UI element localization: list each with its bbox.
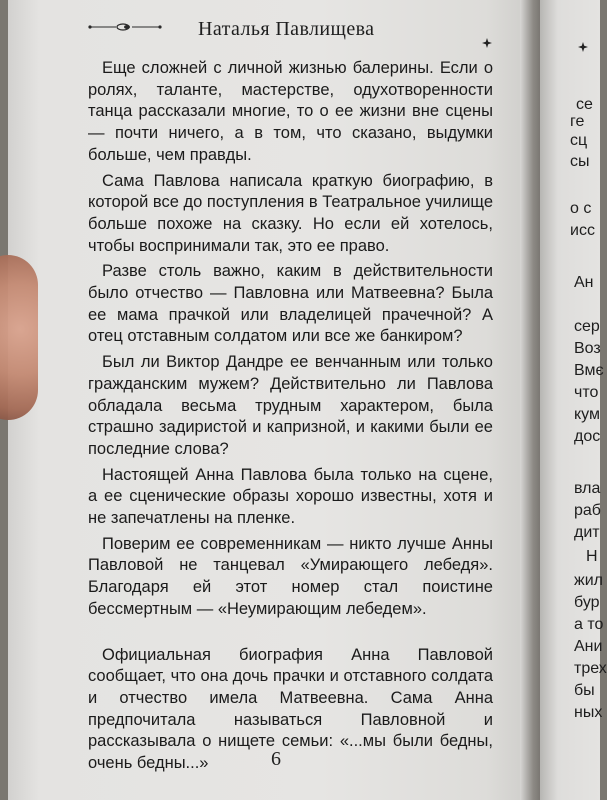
page-number: 6 xyxy=(271,748,281,770)
next-page-fragment: трех xyxy=(574,660,607,677)
next-page-fragment: Ани xyxy=(574,638,603,655)
next-page-fragment: Ан xyxy=(574,274,594,291)
right-book-page-edge xyxy=(540,0,607,800)
next-page-fragment: ге xyxy=(570,113,585,130)
next-page-fragment: се xyxy=(576,96,593,113)
next-page-fragment: сц xyxy=(570,132,588,149)
next-page-fragment: Воз xyxy=(574,340,601,357)
paragraph: Настоящей Анна Павлова была только на сцене, а ее сценические образы хорошо известны, хотя и не запечатлены на пленке. xyxy=(88,465,493,528)
diamond-ornament-icon xyxy=(482,38,492,48)
next-page-fragment: бы xyxy=(574,682,595,699)
next-page-fragment: дит xyxy=(574,524,600,541)
paragraph: Еще сложней с личной жизнью балерины. Если о ролях, таланте, мастерстве, одухотворенности танца рассказали многие, то о ее жизни вне сцены — почти ничего, а в том, что сказано, выдумки больше, чем правды. xyxy=(88,59,493,164)
ornament-rule-icon xyxy=(90,22,160,32)
left-book-page xyxy=(8,0,528,800)
next-page-fragment: вла xyxy=(574,480,601,497)
running-header-author: Наталья Павлищева xyxy=(198,18,375,40)
next-page-fragment: сер xyxy=(574,318,600,335)
next-page-fragment: Вмє xyxy=(574,362,604,379)
paragraph: Поверим ее современникам — никто лучше Анны Павловой не танцевал «Умирающего лебедя». Благодаря ей этот номер стал поистине бессмертным — «Неумирающим лебедем». xyxy=(88,534,493,618)
next-page-fragment: сы xyxy=(570,153,590,170)
book-text xyxy=(88,58,493,775)
next-page-fragment: Н xyxy=(586,548,598,565)
next-page-fragment: кум xyxy=(574,406,600,423)
next-page-fragment: о с xyxy=(570,200,592,217)
next-page-fragment: а то xyxy=(574,616,604,633)
next-page-fragment: раб xyxy=(574,502,601,519)
paragraph: Сама Павлова написала краткую биографию, в которой все до поступления в Театральное училище больше похоже на сказку. Но если ей хотелось, чтобы воспринимали так, это ее право. xyxy=(88,171,493,255)
next-page-fragment: что xyxy=(574,384,599,401)
thumb-photo-artifact xyxy=(0,255,38,420)
next-page-fragment: жил xyxy=(574,572,603,589)
paragraph: Официальная биография Анна Павловой сообщает, что она дочь прачки и отставного солдата и отчество имела Матвеевна. Сама Анна предпочитала называться Павловной и рассказывала о нищете семьи: «...мы были бедны, очень бедны...» xyxy=(88,645,493,773)
next-page-fragment: исс xyxy=(570,222,595,239)
next-page-fragment: бур xyxy=(574,594,600,611)
next-page-fragment: ных xyxy=(574,704,603,721)
paragraph: Был ли Виктор Дандре ее венчанным или только гражданским мужем? Действительно ли Павлова обладала весьма трудным характером, была страшно задиристой и капризной, и какими были ее последние слова? xyxy=(88,353,493,458)
paragraph: Разве столь важно, каким в действительности было отчество — Павловна или Матвеевна? Была ее мама прачкой или владелицей прачечной? А отец отставным солдатом или все же банкиром? xyxy=(88,262,493,346)
diamond-ornament-icon xyxy=(578,42,588,52)
next-page-fragment: дос xyxy=(574,428,601,445)
